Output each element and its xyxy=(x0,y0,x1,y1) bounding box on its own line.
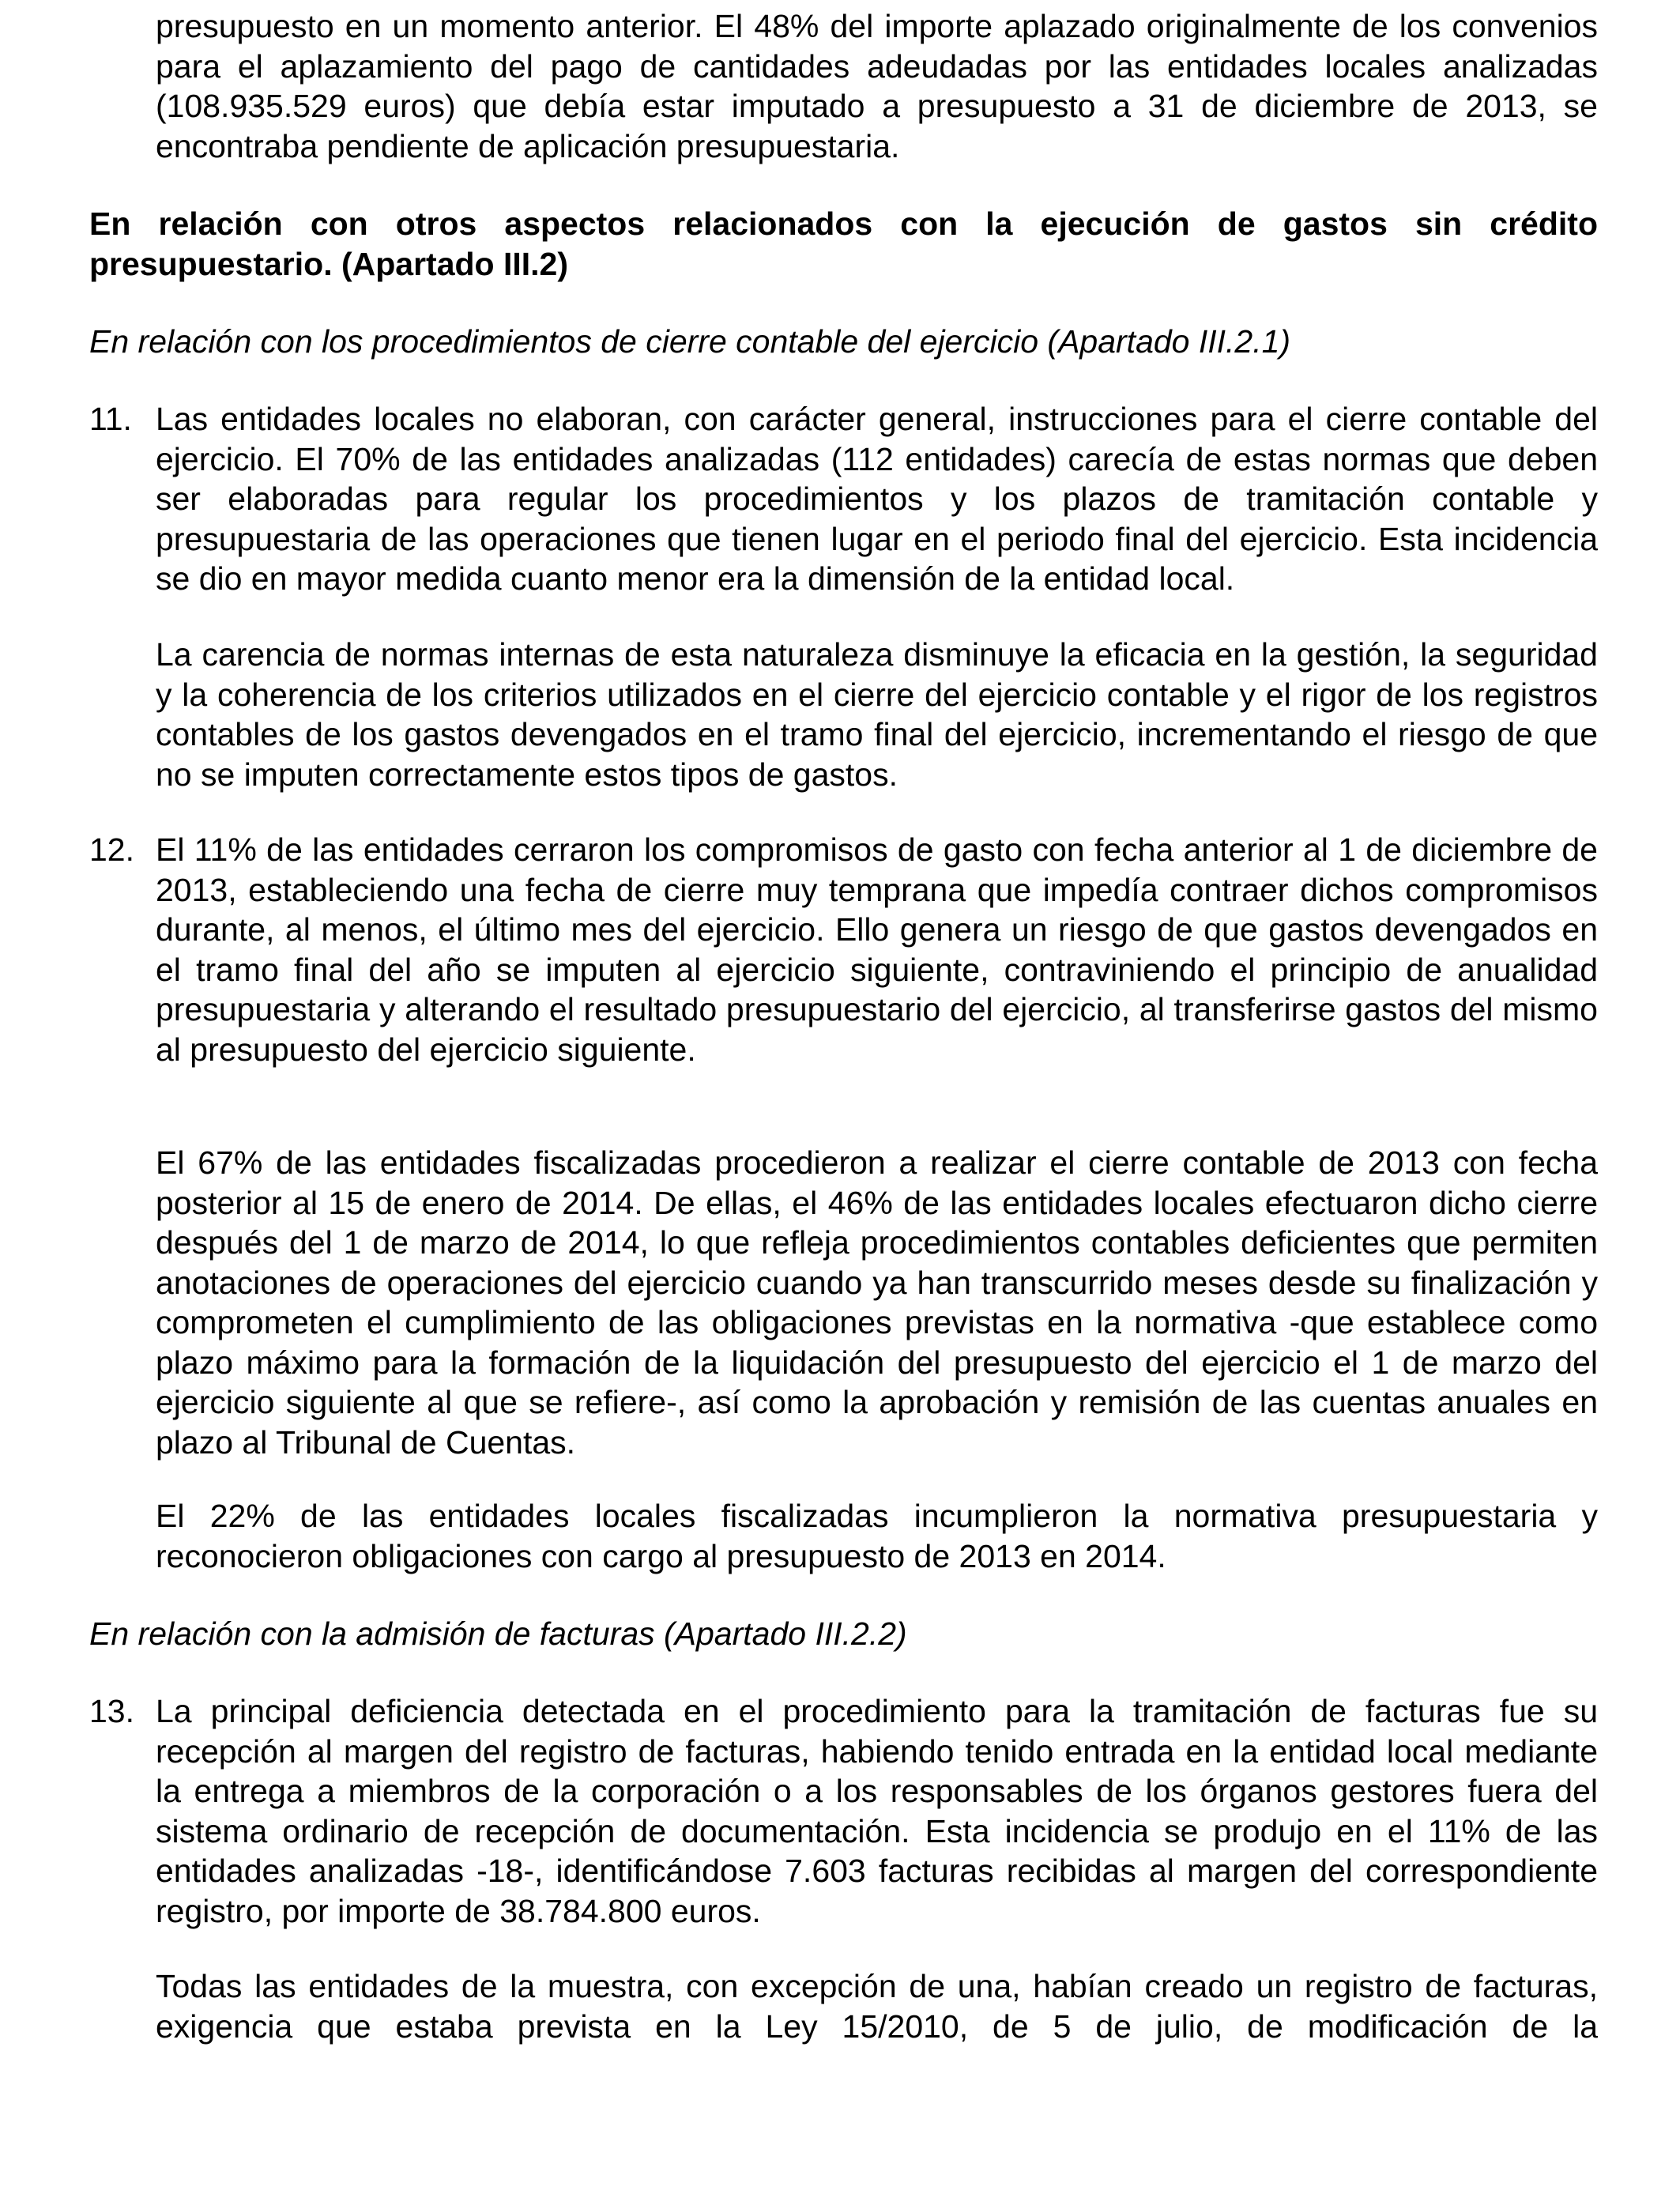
item-number-13: 13. xyxy=(89,1693,134,1729)
item-number-12: 12. xyxy=(89,831,134,868)
item-12-paragraph-1: El 11% de las entidades cerraron los compromisos de gasto con fecha anterior al 1 de diciembre de 2013, estableciendo una fecha de cierre muy temprana que impedía contraer dichos compromisos durante, al menos, el último mes del ejercicio. Ello genera un riesgo de que gastos devengados en el tramo final del año se imputen al ejercicio siguiente, contraviniendo el principio de anualidad presupuestaria y alterando el resultado presupuestario del ejercicio, al transferirse gastos del mismo al presupuesto del ejercicio siguiente. xyxy=(156,831,1598,1068)
item-number-11: 11. xyxy=(89,401,132,437)
section-heading-III-2: En relación con otros aspectos relacionados con la ejecución de gastos sin crédito presupuestario. (Apartado III.2) xyxy=(89,205,1598,282)
item-13-paragraph-1: La principal deficiencia detectada en el procedimiento para la tramitación de facturas fue su recepción al margen del registro de facturas, habiendo tenido entrada en la entidad local mediante la entrega a miembros de la corporación o a los responsables de los órganos gestores fuera del sistema ordinario de recepción de documentación. Esta incidencia se produjo en el 11% de las entidades analizadas -18-, identificándose 7.603 facturas recibidas al margen del correspondiente registro, por importe de 38.784.800 euros. xyxy=(156,1693,1598,1929)
item-11-paragraph-2: La carencia de normas internas de esta naturaleza disminuye la eficacia en la gestión, la seguridad y la coherencia de los criterios utilizados en el cierre del ejercicio contable y el rigor de los registros contables de los gastos devengados en el tramo final del ejercicio, incrementando el riesgo de que no se imputen correctamente estos tipos de gastos. xyxy=(156,636,1598,793)
item-12-paragraph-3: El 22% de las entidades locales fiscalizadas incumplieron la normativa presupuestaria y reconocieron obligaciones con cargo al presupuesto de 2013 en 2014. xyxy=(156,1498,1598,1574)
subsection-heading-III-2-1: En relación con los procedimientos de cierre contable del ejercicio (Apartado III.2.1) xyxy=(89,323,1291,360)
paragraph-intro-continuation: presupuesto en un momento anterior. El 48% del importe aplazado originalmente de los convenios para el aplazamiento del pago de cantidades adeudadas por las entidades locales analizadas (108.935.529 euros) que debía estar imputado a presupuesto a 31 de diciembre de 2013, se encontraba pendiente de aplicación presupuestaria. xyxy=(156,8,1598,164)
item-12-paragraph-2: El 67% de las entidades fiscalizadas procedieron a realizar el cierre contable de 2013 con fecha posterior al 15 de enero de 2014. De ellas, el 46% de las entidades locales efectuaron dicho cierre después del 1 de marzo de 2014, lo que refleja procedimientos contables deficientes que permiten anotaciones de operaciones del ejercicio cuando ya han transcurrido meses desde su finalización y comprometen el cumplimiento de las obligaciones previstas en la normativa -que establece como plazo máximo para la formación de la liquidación del presupuesto del ejercicio el 1 de marzo del ejercicio siguiente al que se refiere-, así como la aprobación y remisión de las cuentas anuales en plazo al Tribunal de Cuentas. xyxy=(156,1144,1598,1461)
subsection-heading-III-2-2: En relación con la admisión de facturas (Apartado III.2.2) xyxy=(89,1615,907,1652)
item-13-paragraph-2: Todas las entidades de la muestra, con excepción de una, habían creado un registro de facturas, exigencia que estaba prevista en la Ley 15/2010, de 5 de julio, de modificación de la xyxy=(156,1968,1598,2045)
item-11-paragraph-1: Las entidades locales no elaboran, con carácter general, instrucciones para el cierre contable del ejercicio. El 70% de las entidades analizadas (112 entidades) carecía de estas normas que deben ser elaboradas para regular los procedimientos y los plazos de tramitación contable y presupuestaria de las operaciones que tienen lugar en el periodo final del ejercicio. Esta incidencia se dio en mayor medida cuanto menor era la dimensión de la entidad local. xyxy=(156,401,1598,597)
